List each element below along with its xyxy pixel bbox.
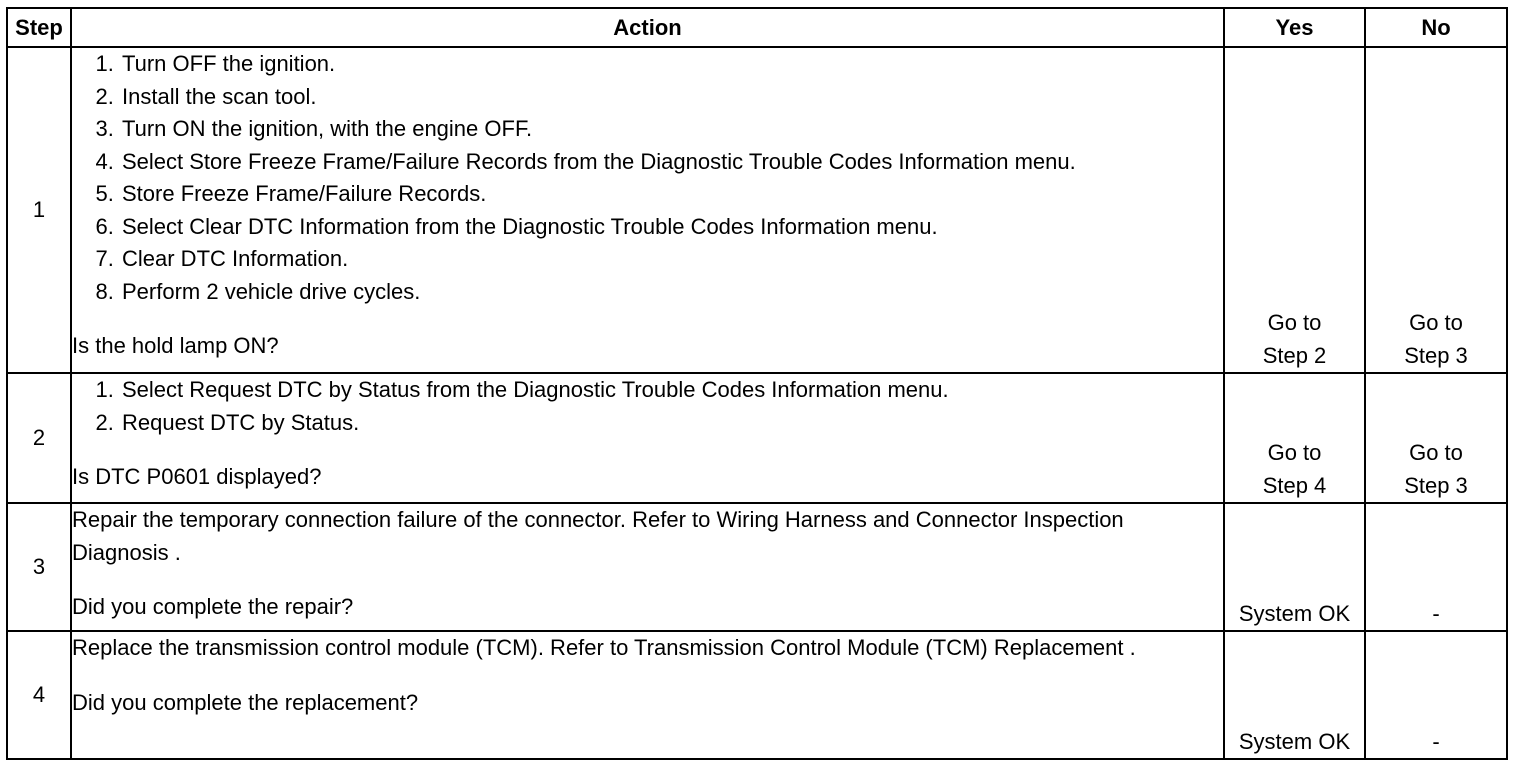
step-number: 3 [7,503,71,631]
yes-result: System OK [1224,631,1365,759]
yes-goto-label: Go to [1267,440,1322,465]
action-description: Repair the temporary connection failure of the connector. Refer to Wiring Harness and Connector Inspection Diagnosis . [72,507,1124,565]
action-cell [71,503,1224,631]
no-result [1365,47,1507,373]
action-cell [71,631,1224,759]
list-item: 5. Store Freeze Frame/Failure Records. [120,178,1223,211]
step-number: 4 [7,631,71,759]
list-item: 7. Clear DTC Information. [120,243,1223,276]
yes-result [1224,47,1365,373]
question-text: Is DTC P0601 displayed? [72,464,322,489]
header-yes: Yes [1224,8,1365,47]
step-number: 2 [7,373,71,503]
list-item: 4. Select Store Freeze Frame/Failure Records from the Diagnostic Trouble Codes Information menu. [120,146,1223,179]
no-goto-label: Go to [1409,310,1463,335]
list-item: 3. Turn ON the ignition, with the engine OFF. [120,113,1223,146]
list-item: 6. Select Clear DTC Information from the Diagnostic Trouble Codes Information menu. [120,211,1223,244]
list-item: 1. Select Request DTC by Status from the Diagnostic Trouble Codes Information menu. [120,374,1223,407]
header-action: Action [71,8,1224,47]
no-result-dash: - [1432,600,1440,626]
action-list [72,374,1223,439]
diagnostic-table [6,7,1508,760]
action-list [72,48,1223,308]
header-row [7,8,1507,47]
question-text: Is the hold lamp ON? [72,333,279,358]
yes-result: System OK [1224,503,1365,631]
table-row-step-2 [7,373,1507,503]
yes-goto-step: Step 2 [1262,342,1327,368]
no-goto-step: Step 3 [1404,472,1468,498]
action-description: Replace the transmission control module (TCM). Refer to Transmission Control Module (TCM) Replacement . [72,635,1136,660]
table-row-step-4 [7,631,1507,759]
list-item: 2. Install the scan tool. [120,81,1223,114]
list-item: 8. Perform 2 vehicle drive cycles. [120,276,1223,309]
no-goto-step: Step 3 [1404,342,1468,368]
table-row-step-1 [7,47,1507,373]
table-row-step-3 [7,503,1507,631]
header-step: Step [7,8,71,47]
step-number: 1 [7,47,71,373]
list-item: 1. Turn OFF the ignition. [120,48,1223,81]
list-item: 2. Request DTC by Status. [120,407,1223,440]
yes-goto-step: Step 4 [1262,472,1327,498]
no-result [1365,373,1507,503]
action-cell [71,373,1224,503]
no-result [1365,631,1507,759]
header-no: No [1365,8,1507,47]
yes-result [1224,373,1365,503]
no-result [1365,503,1507,631]
question-text: Did you complete the replacement? [72,689,419,715]
action-cell [71,47,1224,373]
no-goto-label: Go to [1409,440,1463,465]
question-text: Did you complete the repair? [72,594,354,619]
no-result-dash: - [1432,728,1440,754]
yes-goto-label: Go to [1267,310,1322,335]
